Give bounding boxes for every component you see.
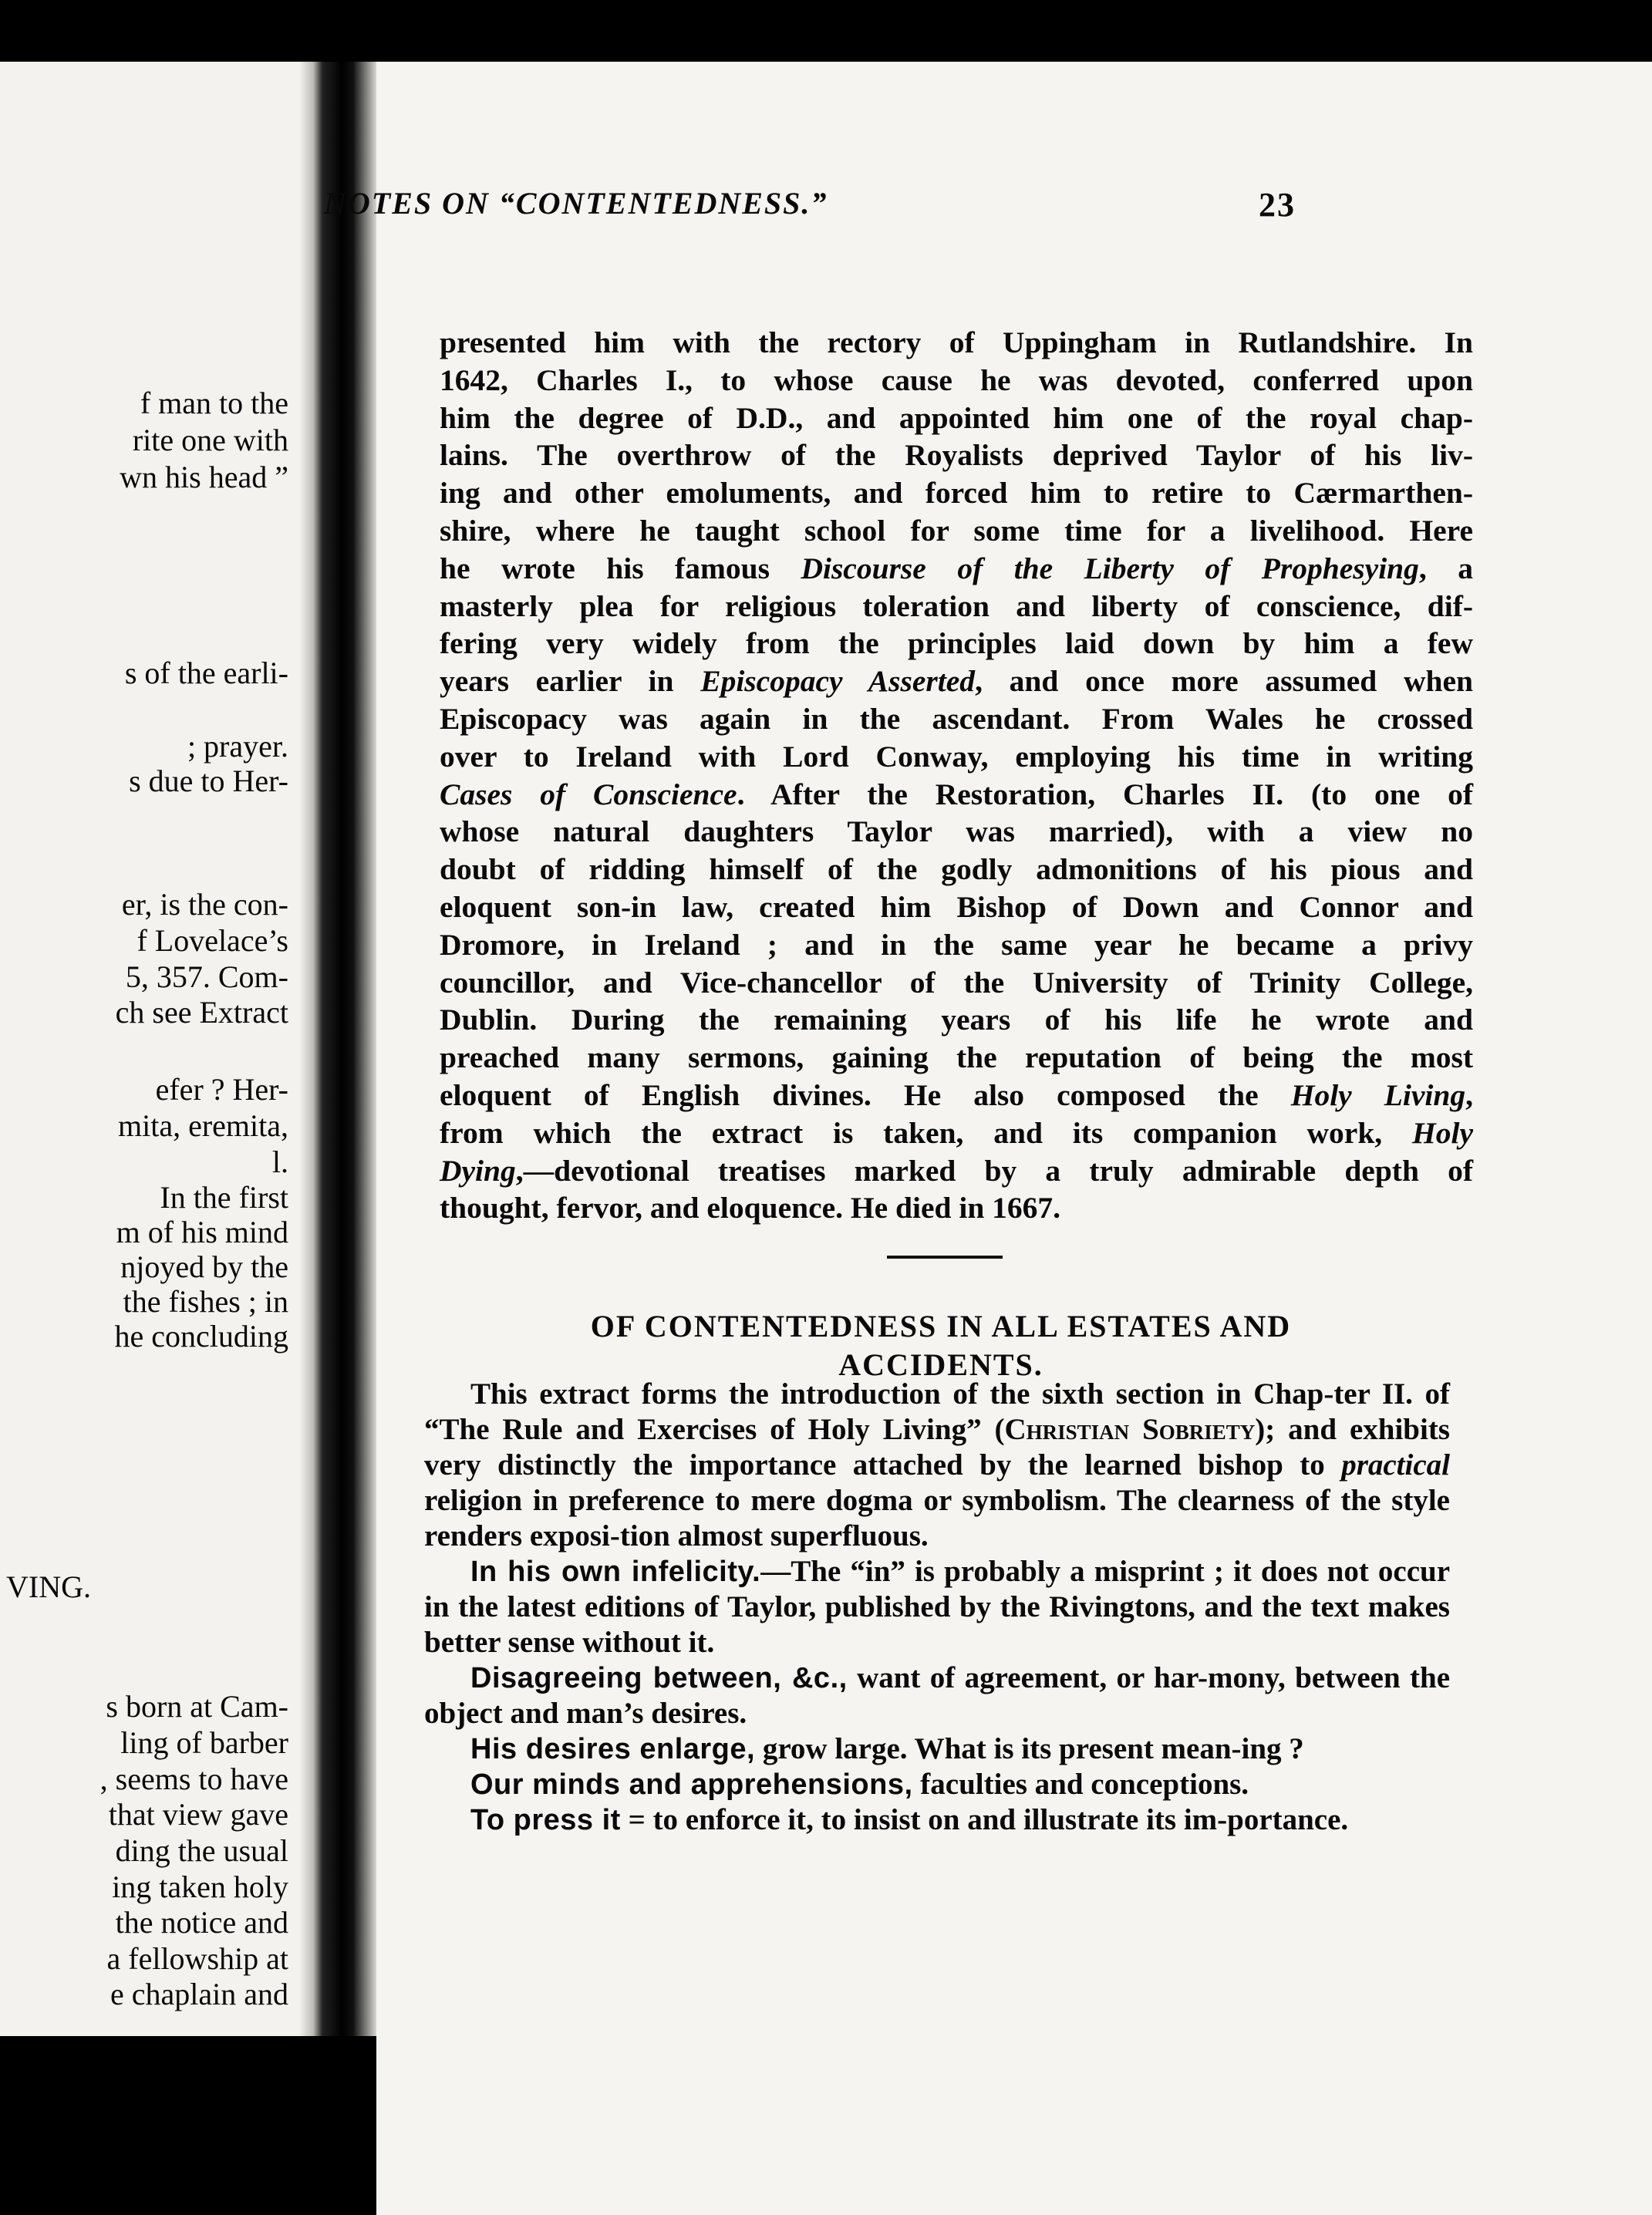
left-page-fragment: s born at Cam- <box>106 1689 288 1724</box>
gloss-list <box>424 1554 1450 1838</box>
gloss-entry <box>424 1554 1450 1660</box>
left-page-fragment: rite one with <box>132 423 288 457</box>
biography-line: eloquent of English divines. He also composed the Holy Living, <box>440 1077 1473 1112</box>
biography-line: whose natural daughters Taylor was married), with a view no <box>440 814 1473 849</box>
intro-paragraph <box>424 1377 1450 1554</box>
biography-paragraph <box>440 324 1473 1227</box>
section-title-line-2: ACCIDENTS. <box>838 1347 1043 1382</box>
left-page-fragment: f man to the <box>140 386 288 420</box>
biography-line: masterly plea for religious toleration and liberty of conscience, dif- <box>440 588 1473 623</box>
section-title-line-1: OF CONTENTEDNESS IN ALL ESTATES AND <box>590 1309 1292 1343</box>
gloss-term: Disagreeing between, &c., <box>470 1662 848 1694</box>
biography-line: over to Ireland with Lord Conway, employing his time in writing <box>440 739 1473 774</box>
biography-line: ing and other emoluments, and forced him to retire to Cærmarthen- <box>440 476 1473 511</box>
gloss-entry <box>424 1767 1450 1802</box>
left-page-fragment: ch see Extract <box>115 995 288 1030</box>
book-gutter <box>299 62 376 2036</box>
header-title: NOTES ON “CONTENTEDNESS.” <box>324 186 828 221</box>
biography-line: Dromore, in Ireland ; and in the same year he became a privy <box>440 927 1473 962</box>
gloss-term: In his own infelicity. <box>470 1556 761 1588</box>
gloss-text: —The “in” is probably a misprint ; it does not occur in the latest editions of Taylor, published by the Rivingtons, and the text makes better sense without it. <box>424 1555 1451 1659</box>
biography-line: years earlier in Episcopacy Asserted, and once more assumed when <box>440 664 1473 699</box>
biography-line: Dying,—devotional treatises marked by a truly admirable depth of <box>440 1153 1473 1188</box>
gloss-text: = to enforce it, to insist on and illustrate its im-portance. <box>620 1803 1349 1836</box>
biography-line: he wrote his famous Discourse of the Liberty of Prophesying, a <box>440 551 1473 585</box>
biography-line: presented him with the rectory of Uppingham in Rutlandshire. In <box>440 325 1473 359</box>
intro-text-3: religion in preference to mere dogma or symbolism. The clearness of the style renders exposi-tion almost superfluous. <box>424 1484 1450 1553</box>
page-number: 23 <box>1259 186 1296 224</box>
biography-line: Cases of Conscience. After the Restoration, Charles II. (to one of <box>440 777 1473 811</box>
biography-line: from which the extract is taken, and its companion work, Holy <box>440 1115 1473 1150</box>
left-page-fragment: ing taken holy <box>112 1869 288 1904</box>
left-page-fragment: VING. <box>6 1569 91 1604</box>
intro-text-1: This extract forms the introduction of the sixth section in Chap-ter II. of “The Rule and Exercises of Holy Living” ( <box>424 1377 1450 1446</box>
gloss-text: want of agreement, or har-mony, between the object and man’s desires. <box>424 1661 1450 1730</box>
left-page-fragment: In the first <box>160 1180 288 1215</box>
left-page-fragment: wn his head ” <box>120 460 288 494</box>
left-page <box>0 62 299 2036</box>
left-page-fragment: , seems to have <box>99 1762 288 1796</box>
gloss-text: faculties and conceptions. <box>912 1768 1249 1801</box>
gloss-term: His desires enlarge, <box>470 1733 756 1765</box>
biography-line: Episcopacy was again in the ascendant. From Wales he crossed <box>440 701 1473 736</box>
left-page-fragment: ding the usual <box>115 1833 288 1868</box>
left-page-fragment: the fishes ; in <box>123 1284 288 1319</box>
intro-text-2: ); and exhibits very distinctly the importance attached by the learned bishop to <box>424 1413 1450 1482</box>
left-page-fragment: efer ? Her- <box>155 1072 288 1107</box>
biography-line: lains. The overthrow of the Royalists deprived Taylor of his liv- <box>440 438 1473 473</box>
left-page-fragment: njoyed by the <box>120 1249 288 1284</box>
left-page-fragment: l. <box>271 1145 288 1179</box>
section-divider <box>887 1256 1003 1259</box>
left-page-fragment: s of the earli- <box>124 656 288 690</box>
running-header <box>324 185 1296 224</box>
left-page-fragment: 5, 357. Com- <box>125 959 288 994</box>
gloss-entry <box>424 1802 1450 1838</box>
biography-line: eloquent son-in law, created him Bishop of Down and Connor and <box>440 889 1473 924</box>
left-page-fragment: f Lovelace’s <box>137 923 288 958</box>
gloss-term: To press it <box>470 1804 621 1836</box>
gloss-term: Our minds and apprehensions, <box>470 1768 913 1801</box>
left-page-fragment: ; prayer. <box>187 729 288 764</box>
gloss-entry <box>424 1660 1450 1731</box>
biography-line: preached many sermons, gaining the reputation of being the most <box>440 1040 1473 1075</box>
gloss-entry <box>424 1731 1450 1767</box>
biography-line: Dublin. During the remaining years of his life he wrote and <box>440 1003 1473 1037</box>
left-page-fragment: ling of barber <box>120 1725 288 1760</box>
left-page-fragment: a fellowship at <box>106 1941 288 1976</box>
left-page-fragment: s due to Her- <box>129 764 288 798</box>
left-page-fragment: he concluding <box>114 1319 288 1354</box>
intro-smallcaps: Christian Sobriety <box>1004 1413 1256 1446</box>
biography-line: shire, where he taught school for some time for a livelihood. Here <box>440 513 1473 548</box>
left-page-fragment: that view gave <box>108 1797 288 1832</box>
biography-line: 1642, Charles I., to whose cause he was devoted, conferred upon <box>440 362 1473 397</box>
intro-italic: practical <box>1341 1448 1450 1482</box>
biography-line: doubt of ridding himself of the godly admonitions of his pious and <box>440 852 1473 887</box>
left-page-fragment: the notice and <box>115 1905 288 1940</box>
biography-line: him the degree of D.D., and appointed him one of the royal chap- <box>440 400 1473 435</box>
biography-line: councillor, and Vice-chancellor of the University of Trinity College, <box>440 965 1473 1000</box>
left-page-fragment: e chaplain and <box>110 1977 288 2011</box>
section-body <box>424 1377 1450 1838</box>
biography-line: thought, fervor, and eloquence. He died in 1667. <box>440 1191 1061 1225</box>
left-page-fragment: m of his mind <box>116 1215 288 1249</box>
biography-line: fering very widely from the principles laid down by him a few <box>440 626 1473 661</box>
gloss-text: grow large. What is its present mean-ing ? <box>755 1732 1304 1765</box>
left-page-fragment: mita, eremita, <box>117 1108 288 1143</box>
section-title <box>494 1307 1388 1384</box>
left-page-fragment: er, is the con- <box>121 887 288 922</box>
